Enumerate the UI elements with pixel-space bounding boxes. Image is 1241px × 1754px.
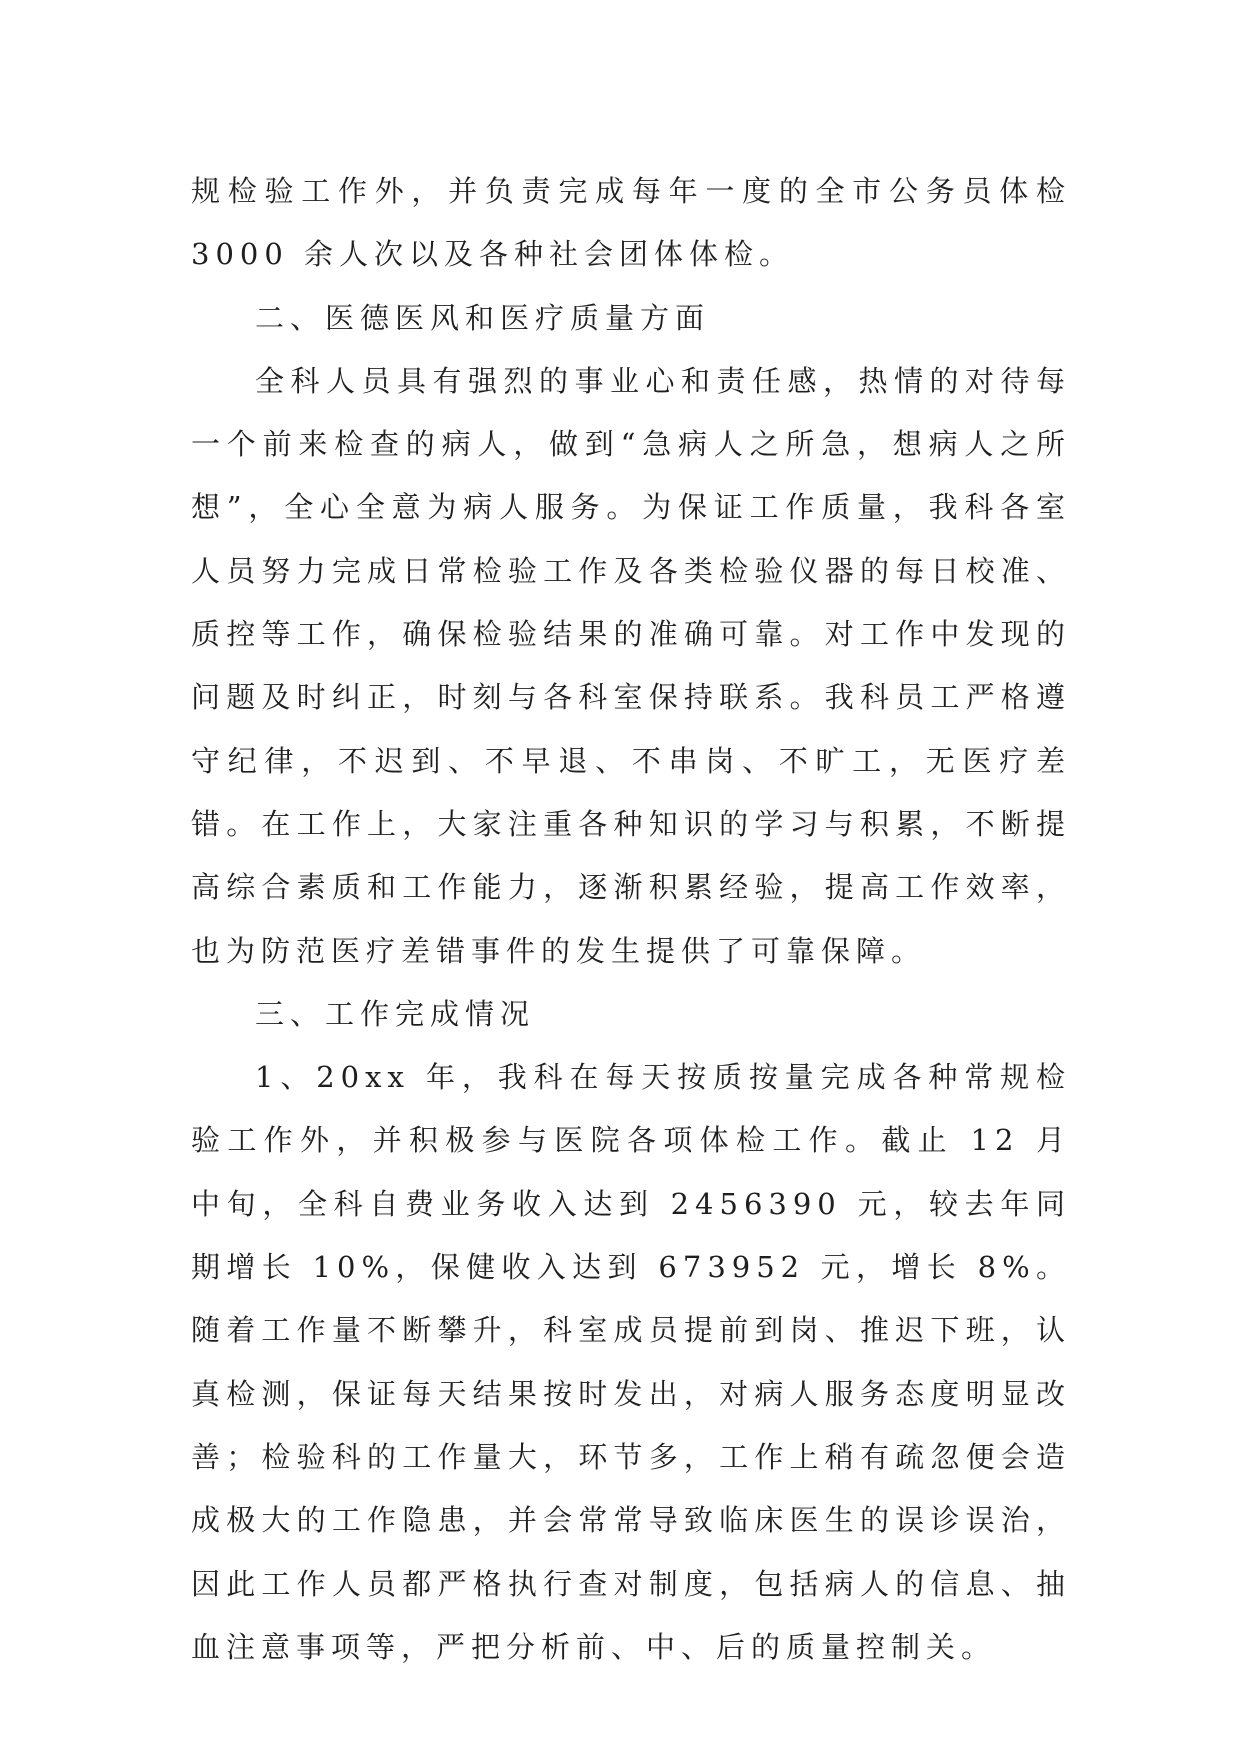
document-body <box>191 160 1071 1679</box>
section-heading-2: 二、医德医风和医疗质量方面 <box>255 300 711 335</box>
paragraph-medical-ethics: 全科人员具有强烈的事业心和责任感，热情的对待每一个前来检查的病人，做到“急病人之所急，想病人之所想”，全心全意为病人服务。为保证工作质量，我科各室人员努力完成日常检验工作及各类检验仪器的每日校准、质控等工作，确保检验结果的准确可靠。对工作中发现的问题及时纠正，时刻与各科室保持联系。我科员工严格遵守纪律，不迟到、不早退、不串岗、不旷工，无医疗差错。在工作上，大家注重各种知识的学习与积累，不断提高综合素质和工作能力，逐渐积累经验，提高工作效率，也为防范医疗差错事件的发生提供了可靠保障。 <box>191 363 1071 968</box>
paragraph-work-completion-item-1: 1、20xx 年，我科在每天按质按量完成各种常规检验工作外，并积极参与医院各项体检工作。截止 12 月中旬，全科自费业务收入达到 2456390 元，较去年同期增长 10%，保健收入达到 673952 元，增长 8%。随着工作量不断攀升，科室成员提前到岗、推迟下班，认真检测，保证每天结果按时发出，对病人服务态度明显改善；检验科的工作量大，环节多，工作上稍有疏忽便会造成极大的工作隐患，并会常常导致临床医生的误诊误治，因此工作人员都严格执行查对制度，包括病人的信息、抽血注意事项等，严把分析前、中、后的质量控制关。 <box>191 1060 1071 1664</box>
section-heading-3: 三、工作完成情况 <box>255 996 536 1031</box>
paragraph-continuation: 规检验工作外，并负责完成每年一度的全市公务员体检 3000 余人次以及各种社会团体体检。 <box>191 174 1071 272</box>
